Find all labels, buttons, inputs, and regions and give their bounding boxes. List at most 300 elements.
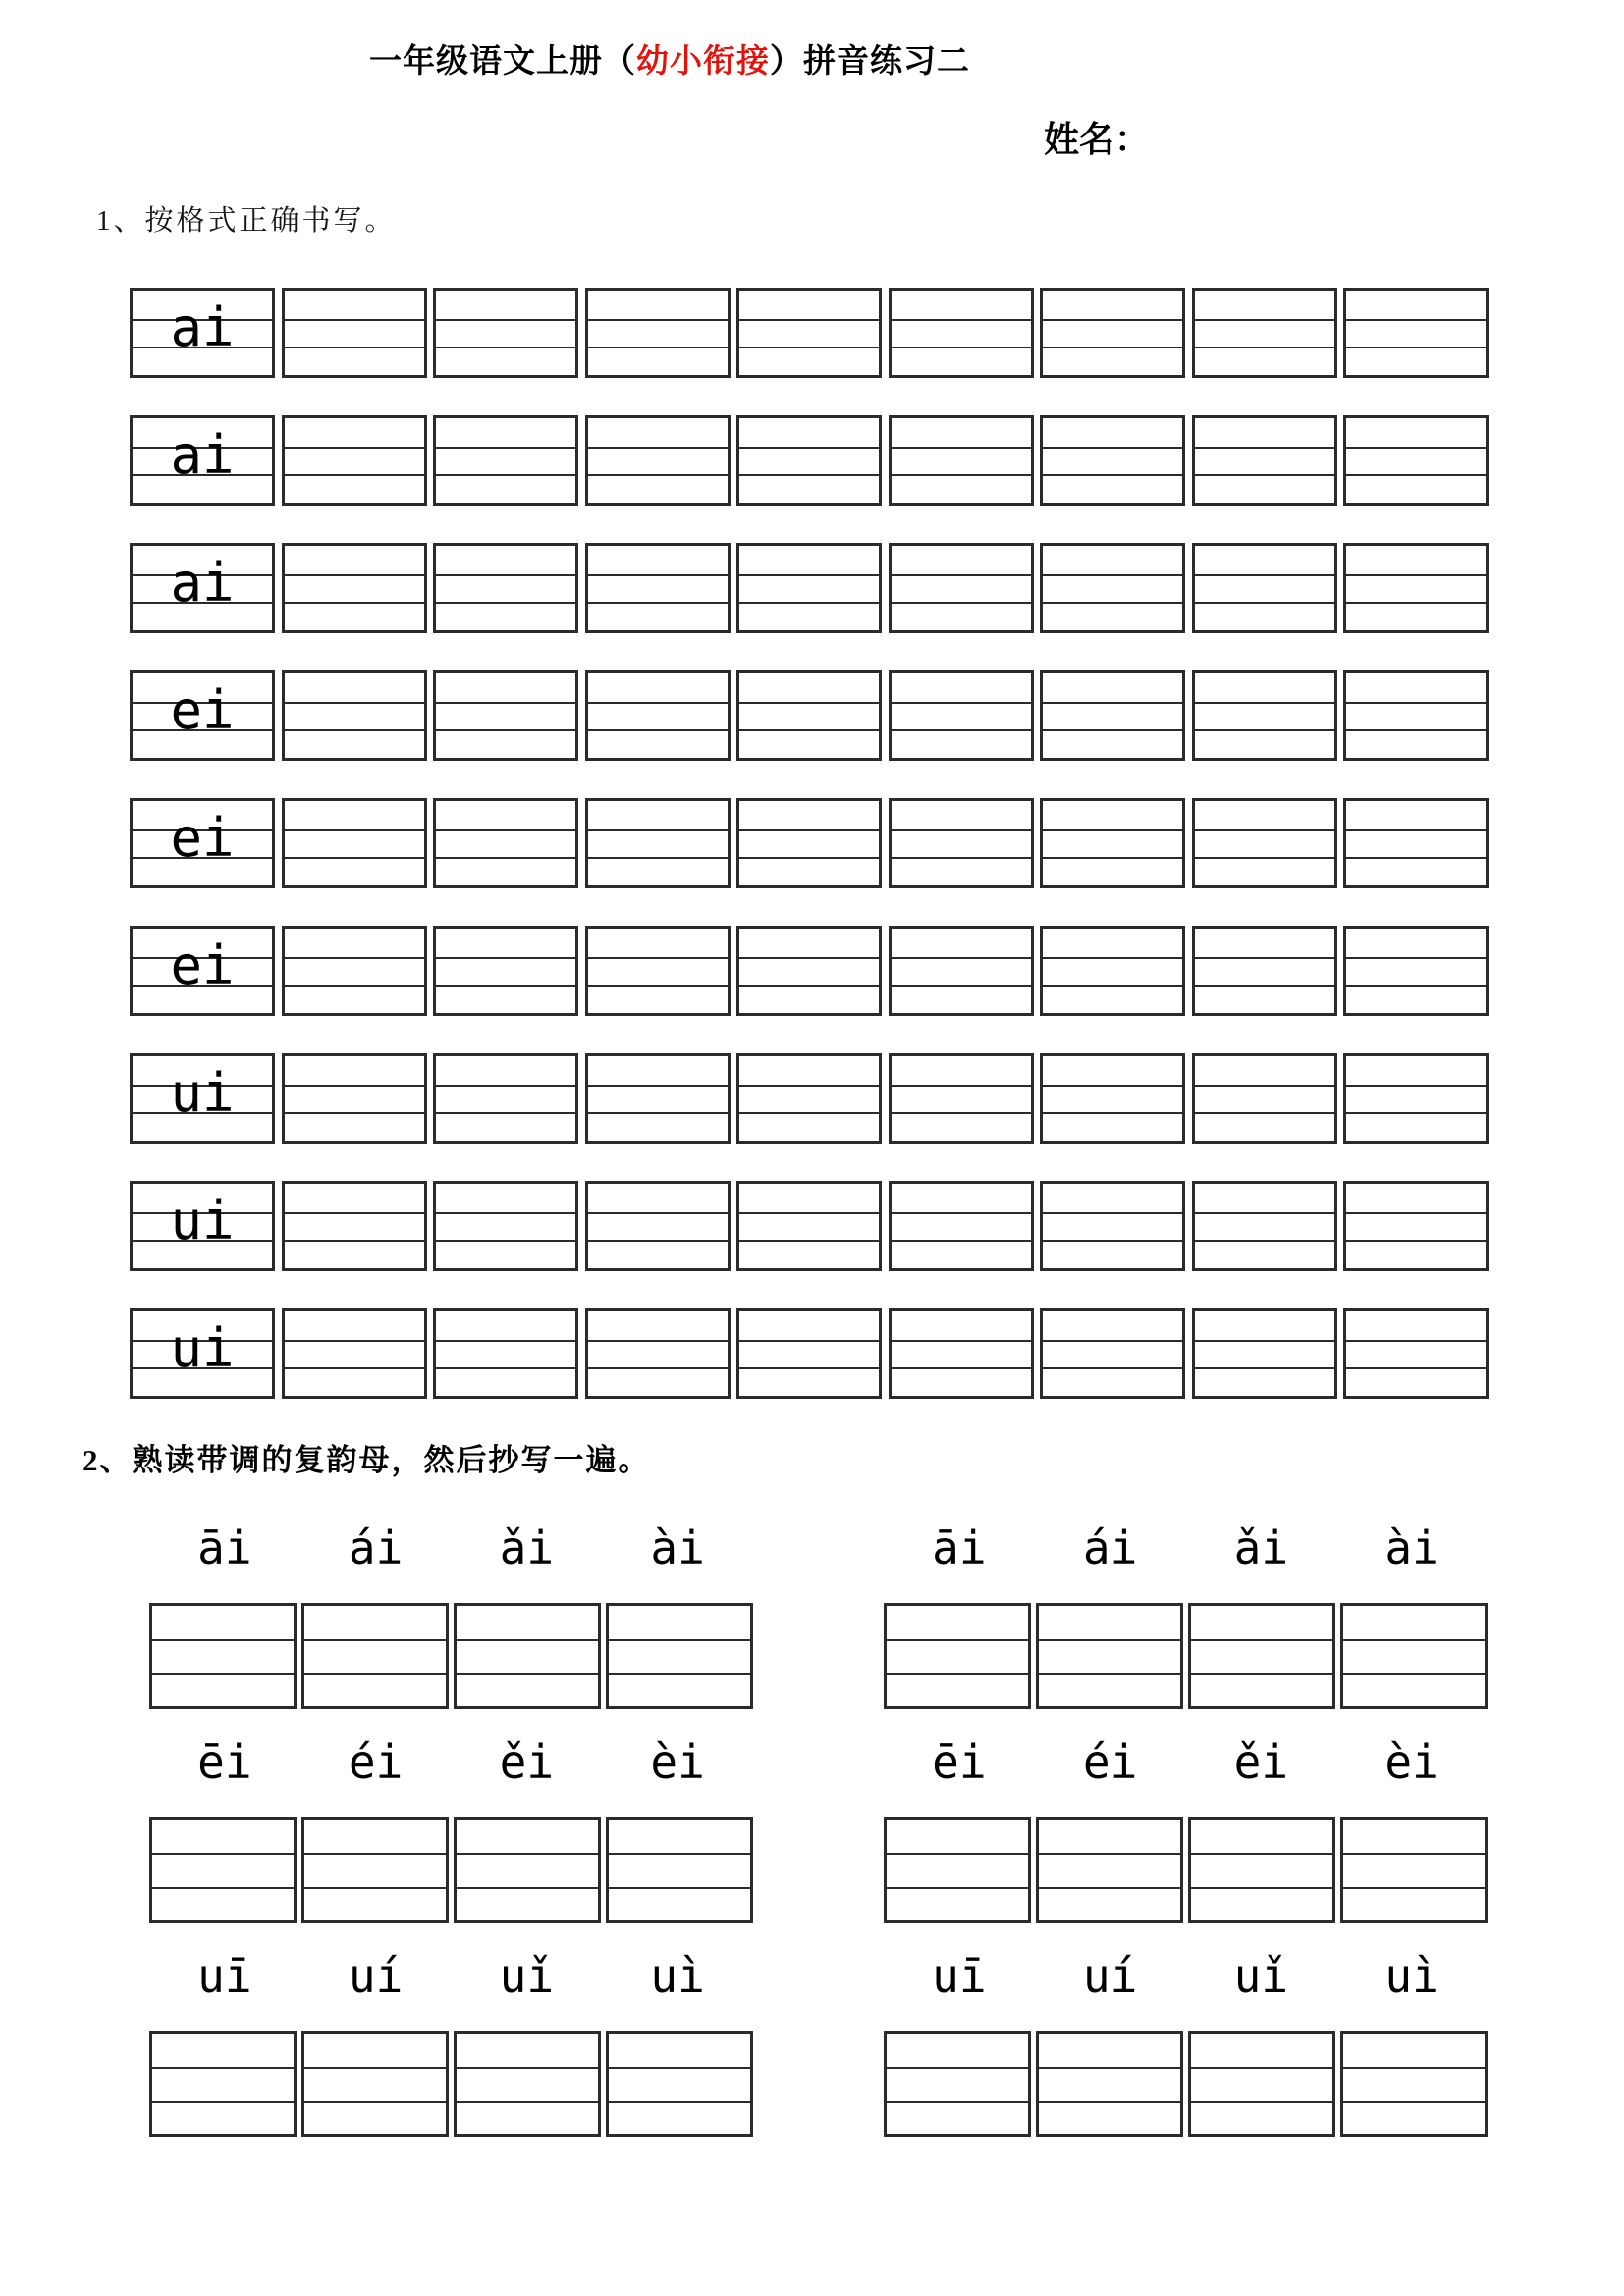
writing-cell: [1040, 798, 1185, 888]
pinyin-model-label: ai: [170, 424, 235, 486]
writing-cell: [585, 798, 731, 888]
copy-cell: [1340, 2031, 1488, 2137]
cell-guideline: [739, 729, 879, 731]
toned-pinyin-label: ěi: [1233, 1735, 1289, 1789]
writing-cell: [282, 543, 427, 633]
cell-guideline: [1195, 1212, 1334, 1214]
toned-pinyin-label: ǎi: [1233, 1521, 1289, 1575]
copy-cell: [1188, 1603, 1335, 1709]
cell-guideline: [285, 702, 424, 704]
cell-guideline: [892, 1240, 1031, 1242]
cell-guideline: [588, 474, 728, 476]
title-highlight: 幼小衔接: [636, 42, 770, 79]
toned-pinyin-label: ài: [1384, 1521, 1439, 1575]
toned-pinyin-label: ēi: [197, 1735, 252, 1789]
writing-cell: [1192, 926, 1337, 1016]
writing-cell: [889, 288, 1034, 378]
cell-guideline: [285, 347, 424, 348]
cell-guideline: [1039, 1639, 1180, 1641]
writing-cell: [130, 543, 275, 633]
cell-guideline: [436, 857, 575, 859]
cell-guideline: [285, 1112, 424, 1114]
cell-guideline: [1039, 2101, 1180, 2103]
cell-guideline: [739, 702, 879, 704]
cell-guideline: [436, 447, 575, 449]
toned-pinyin-group-right: [884, 1949, 1488, 2002]
toned-pinyin-label: éi: [1082, 1735, 1138, 1789]
writing-row: [130, 415, 1489, 506]
writing-cell: [433, 798, 578, 888]
writing-cell: [1343, 670, 1489, 761]
cell-guideline: [588, 574, 728, 576]
writing-cell: [433, 288, 578, 378]
writing-cell: [889, 798, 1034, 888]
cell-guideline: [1346, 1212, 1486, 1214]
cell-guideline: [1039, 1887, 1180, 1889]
toned-pinyin-row: [0, 1945, 1624, 2000]
writing-cell: [585, 288, 731, 378]
writing-cell: [889, 670, 1034, 761]
toned-pinyin-group-left: [149, 1735, 753, 1789]
cell-guideline: [1191, 2101, 1332, 2103]
cell-guideline: [892, 574, 1031, 576]
cell-guideline: [304, 1639, 446, 1641]
cell-guideline: [1343, 2067, 1485, 2069]
writing-cell: [282, 798, 427, 888]
cell-guideline: [1343, 1673, 1485, 1675]
writing-cell: [1192, 415, 1337, 506]
cell-guideline: [285, 474, 424, 476]
toned-pinyin-label: uī: [197, 1949, 252, 2002]
toned-pinyin-label: uí: [1082, 1949, 1138, 2002]
cell-guideline: [1043, 1367, 1182, 1369]
cell-guideline: [285, 1367, 424, 1369]
copy-cell-group-right: [884, 1603, 1488, 1709]
cell-guideline: [588, 1085, 728, 1087]
cell-guideline: [1195, 1240, 1334, 1242]
cell-guideline: [739, 574, 879, 576]
cell-guideline: [1195, 829, 1334, 831]
writing-cell: [585, 543, 731, 633]
cell-guideline: [1043, 985, 1182, 987]
cell-guideline: [1346, 729, 1486, 731]
toned-pinyin-label: ěi: [499, 1735, 555, 1789]
cell-guideline: [588, 1112, 728, 1114]
cell-guideline: [1195, 1112, 1334, 1114]
cell-guideline: [588, 1212, 728, 1214]
name-label: 姓名：: [1044, 120, 1151, 159]
toned-pinyin-label: éi: [348, 1735, 404, 1789]
toned-pinyin-row: [0, 1731, 1624, 1789]
cell-guideline: [1043, 1085, 1182, 1087]
cell-guideline: [1043, 1212, 1182, 1214]
writing-cell: [130, 1053, 275, 1144]
cell-guideline: [436, 985, 575, 987]
cell-guideline: [892, 957, 1031, 959]
cell-guideline: [892, 347, 1031, 348]
copy-cell: [454, 1817, 601, 1923]
cell-guideline: [1346, 1340, 1486, 1342]
writing-cell: [433, 415, 578, 506]
cell-guideline: [1346, 957, 1486, 959]
writing-cell: [282, 670, 427, 761]
cell-guideline: [1346, 319, 1486, 321]
cell-guideline: [1195, 1367, 1334, 1369]
cell-guideline: [588, 347, 728, 348]
copy-cell-group-left: [149, 1603, 753, 1709]
cell-guideline: [285, 857, 424, 859]
section2-heading: 2、熟读带调的复韵母，然后抄写一遍。: [82, 1443, 651, 1477]
copy-cell-group-left: [149, 1817, 753, 1923]
copy-cell: [149, 1817, 297, 1923]
cell-guideline: [739, 857, 879, 859]
cell-guideline: [588, 319, 728, 321]
cell-guideline: [304, 2101, 446, 2103]
cell-guideline: [588, 829, 728, 831]
copy-cell: [301, 2031, 449, 2137]
cell-guideline: [1195, 347, 1334, 348]
writing-cell: [889, 926, 1034, 1016]
cell-guideline: [887, 2101, 1028, 2103]
cell-guideline: [739, 447, 879, 449]
cell-guideline: [1195, 1085, 1334, 1087]
cell-guideline: [436, 319, 575, 321]
cell-guideline: [436, 1240, 575, 1242]
cell-guideline: [739, 1340, 879, 1342]
cell-guideline: [436, 957, 575, 959]
copy-cell: [1340, 1817, 1488, 1923]
writing-cell: [282, 415, 427, 506]
pinyin-model-label: ui: [170, 1190, 235, 1252]
section1-writing-grid: [130, 288, 1489, 1436]
writing-cell: [585, 1053, 731, 1144]
cell-guideline: [609, 1673, 750, 1675]
writing-cell: [130, 670, 275, 761]
writing-cell: [889, 1053, 1034, 1144]
copy-cell: [301, 1603, 449, 1709]
cell-guideline: [1043, 1240, 1182, 1242]
cell-guideline: [1191, 1639, 1332, 1641]
writing-cell: [1343, 543, 1489, 633]
cell-guideline: [887, 1853, 1028, 1855]
cell-guideline: [152, 1673, 294, 1675]
cell-guideline: [739, 347, 879, 348]
cell-guideline: [739, 1112, 879, 1114]
copy-cell: [454, 2031, 601, 2137]
cell-guideline: [1043, 347, 1182, 348]
cell-guideline: [1043, 857, 1182, 859]
cell-guideline: [285, 985, 424, 987]
toned-pinyin-group-right: [884, 1735, 1488, 1789]
cell-guideline: [1346, 602, 1486, 604]
cell-guideline: [1346, 985, 1486, 987]
cell-guideline: [285, 1212, 424, 1214]
copy-cell: [454, 1603, 601, 1709]
page-title: [0, 35, 1339, 81]
writing-cell: [585, 670, 731, 761]
cell-guideline: [436, 1085, 575, 1087]
writing-cell: [433, 1308, 578, 1399]
cell-guideline: [1191, 2067, 1332, 2069]
toned-pinyin-group-left: [149, 1949, 753, 2002]
cell-guideline: [457, 2101, 598, 2103]
pinyin-model-label: ai: [170, 296, 235, 358]
toned-pinyin-label: ǎi: [499, 1521, 555, 1575]
copy-cell: [1340, 1603, 1488, 1709]
cell-guideline: [1039, 1673, 1180, 1675]
title-prefix: 一年级语文上册（: [369, 42, 636, 79]
pinyin-model-label: ei: [170, 807, 235, 869]
writing-cell: [889, 415, 1034, 506]
copy-cell: [1188, 1817, 1335, 1923]
writing-cell: [585, 926, 731, 1016]
cell-guideline: [457, 1639, 598, 1641]
writing-cell: [282, 1053, 427, 1144]
writing-cell: [1192, 1308, 1337, 1399]
writing-row: [130, 1308, 1489, 1399]
cell-guideline: [457, 1673, 598, 1675]
cell-guideline: [285, 447, 424, 449]
toned-pinyin-label: ái: [1082, 1521, 1138, 1575]
pinyin-model-label: ei: [170, 679, 235, 741]
toned-pinyin-label: ēi: [932, 1735, 987, 1789]
writing-row: [130, 288, 1489, 378]
cell-guideline: [152, 2101, 294, 2103]
writing-cell: [130, 415, 275, 506]
cell-guideline: [1043, 574, 1182, 576]
cell-guideline: [588, 729, 728, 731]
cell-guideline: [609, 1639, 750, 1641]
writing-cell: [889, 543, 1034, 633]
writing-cell: [1343, 1308, 1489, 1399]
cell-guideline: [304, 1887, 446, 1889]
cell-guideline: [436, 729, 575, 731]
cell-guideline: [887, 1673, 1028, 1675]
cell-guideline: [152, 1853, 294, 1855]
copy-cell-group-right: [884, 1817, 1488, 1923]
writing-cell: [130, 1181, 275, 1271]
copy-cell: [1036, 1817, 1183, 1923]
writing-cell: [1040, 1181, 1185, 1271]
writing-cell: [1343, 926, 1489, 1016]
cell-guideline: [285, 1085, 424, 1087]
cell-guideline: [1043, 1112, 1182, 1114]
cell-guideline: [1346, 447, 1486, 449]
writing-cell: [585, 415, 731, 506]
cell-guideline: [892, 702, 1031, 704]
writing-cell: [1192, 543, 1337, 633]
writing-cell: [736, 798, 882, 888]
toned-pinyin-label: āi: [932, 1521, 987, 1575]
cell-guideline: [739, 474, 879, 476]
writing-cell: [433, 926, 578, 1016]
cell-guideline: [1043, 319, 1182, 321]
cell-guideline: [887, 1887, 1028, 1889]
pinyin-model-label: ui: [170, 1062, 235, 1124]
writing-cell: [736, 543, 882, 633]
writing-cell: [1040, 543, 1185, 633]
writing-row: [130, 1181, 1489, 1271]
writing-cell: [1343, 288, 1489, 378]
toned-pinyin-label: uǐ: [499, 1949, 555, 2002]
writing-cell: [736, 1308, 882, 1399]
cell-guideline: [1043, 702, 1182, 704]
cell-guideline: [1195, 985, 1334, 987]
cell-guideline: [285, 574, 424, 576]
toned-pinyin-group-left: [149, 1521, 753, 1575]
writing-cell: [889, 1308, 1034, 1399]
writing-cell: [1040, 1308, 1185, 1399]
writing-row: [130, 1053, 1489, 1144]
writing-cell: [130, 798, 275, 888]
writing-cell: [433, 1053, 578, 1144]
cell-guideline: [892, 319, 1031, 321]
writing-cell: [130, 1308, 275, 1399]
toned-pinyin-label: èi: [1384, 1735, 1439, 1789]
cell-guideline: [304, 2067, 446, 2069]
toned-pinyin-label: āi: [197, 1521, 252, 1575]
cell-guideline: [304, 1673, 446, 1675]
copy-cell: [1036, 2031, 1183, 2137]
cell-guideline: [1343, 1639, 1485, 1641]
writing-cell: [585, 1308, 731, 1399]
cell-guideline: [887, 2067, 1028, 2069]
writing-cell: [1040, 288, 1185, 378]
cell-guideline: [739, 319, 879, 321]
cell-guideline: [892, 1085, 1031, 1087]
cell-guideline: [739, 1367, 879, 1369]
cell-guideline: [1195, 319, 1334, 321]
cell-guideline: [285, 829, 424, 831]
cell-guideline: [739, 985, 879, 987]
cell-guideline: [739, 957, 879, 959]
toned-pinyin-label: uǐ: [1233, 1949, 1289, 2002]
toned-pinyin-label: uī: [932, 1949, 987, 2002]
writing-cell: [130, 926, 275, 1016]
cell-guideline: [739, 1212, 879, 1214]
cell-guideline: [285, 729, 424, 731]
writing-cell: [1040, 1053, 1185, 1144]
cell-guideline: [588, 447, 728, 449]
cell-guideline: [436, 829, 575, 831]
writing-row: [130, 798, 1489, 888]
cell-guideline: [892, 474, 1031, 476]
cell-guideline: [588, 857, 728, 859]
cell-guideline: [1343, 2101, 1485, 2103]
cell-guideline: [588, 602, 728, 604]
writing-row: [130, 543, 1489, 633]
writing-cell: [1343, 798, 1489, 888]
cell-guideline: [588, 957, 728, 959]
writing-cell: [282, 926, 427, 1016]
copy-cell: [149, 1603, 297, 1709]
cell-guideline: [887, 1639, 1028, 1641]
cell-guideline: [1343, 1887, 1485, 1889]
cell-guideline: [588, 702, 728, 704]
cell-guideline: [1346, 474, 1486, 476]
cell-guideline: [1043, 729, 1182, 731]
cell-guideline: [1346, 1112, 1486, 1114]
cell-guideline: [609, 1853, 750, 1855]
cell-guideline: [739, 829, 879, 831]
writing-cell: [130, 288, 275, 378]
cell-guideline: [609, 2067, 750, 2069]
writing-cell: [585, 1181, 731, 1271]
cell-guideline: [1195, 602, 1334, 604]
writing-cell: [1192, 798, 1337, 888]
cell-guideline: [1346, 1367, 1486, 1369]
cell-guideline: [892, 829, 1031, 831]
writing-cell: [282, 288, 427, 378]
cell-guideline: [588, 985, 728, 987]
cell-guideline: [1195, 447, 1334, 449]
copy-cell: [884, 1603, 1031, 1709]
copy-cell: [884, 1817, 1031, 1923]
cell-guideline: [436, 1367, 575, 1369]
cell-guideline: [457, 1887, 598, 1889]
cell-guideline: [1195, 574, 1334, 576]
copy-grid-row: [0, 1603, 1624, 1709]
copy-cell: [606, 2031, 753, 2137]
cell-guideline: [1346, 829, 1486, 831]
copy-cell: [1188, 2031, 1335, 2137]
cell-guideline: [892, 602, 1031, 604]
cell-guideline: [892, 729, 1031, 731]
writing-cell: [1343, 1053, 1489, 1144]
writing-cell: [736, 926, 882, 1016]
cell-guideline: [152, 2067, 294, 2069]
cell-guideline: [436, 1340, 575, 1342]
cell-guideline: [1191, 1673, 1332, 1675]
cell-guideline: [1346, 702, 1486, 704]
writing-cell: [282, 1308, 427, 1399]
pinyin-model-label: ui: [170, 1317, 235, 1379]
cell-guideline: [739, 1085, 879, 1087]
writing-cell: [1040, 926, 1185, 1016]
cell-guideline: [1346, 1085, 1486, 1087]
cell-guideline: [1039, 1853, 1180, 1855]
copy-cell: [1036, 1603, 1183, 1709]
copy-cell: [149, 2031, 297, 2137]
copy-cell: [606, 1603, 753, 1709]
cell-guideline: [285, 957, 424, 959]
writing-cell: [1040, 670, 1185, 761]
cell-guideline: [1043, 474, 1182, 476]
cell-guideline: [436, 1212, 575, 1214]
cell-guideline: [1346, 857, 1486, 859]
writing-cell: [736, 1053, 882, 1144]
writing-cell: [433, 670, 578, 761]
cell-guideline: [436, 347, 575, 348]
cell-guideline: [1043, 829, 1182, 831]
cell-guideline: [285, 1240, 424, 1242]
writing-cell: [1192, 288, 1337, 378]
writing-cell: [736, 288, 882, 378]
cell-guideline: [1043, 602, 1182, 604]
title-suffix: ）拼音练习二: [770, 42, 970, 79]
writing-cell: [1343, 1181, 1489, 1271]
cell-guideline: [609, 1887, 750, 1889]
cell-guideline: [1343, 1853, 1485, 1855]
cell-guideline: [1043, 957, 1182, 959]
cell-guideline: [436, 702, 575, 704]
copy-grid-row: [0, 1817, 1624, 1923]
cell-guideline: [1195, 1340, 1334, 1342]
cell-guideline: [1191, 1887, 1332, 1889]
cell-guideline: [152, 1639, 294, 1641]
writing-cell: [1192, 1181, 1337, 1271]
toned-pinyin-label: èi: [650, 1735, 705, 1789]
